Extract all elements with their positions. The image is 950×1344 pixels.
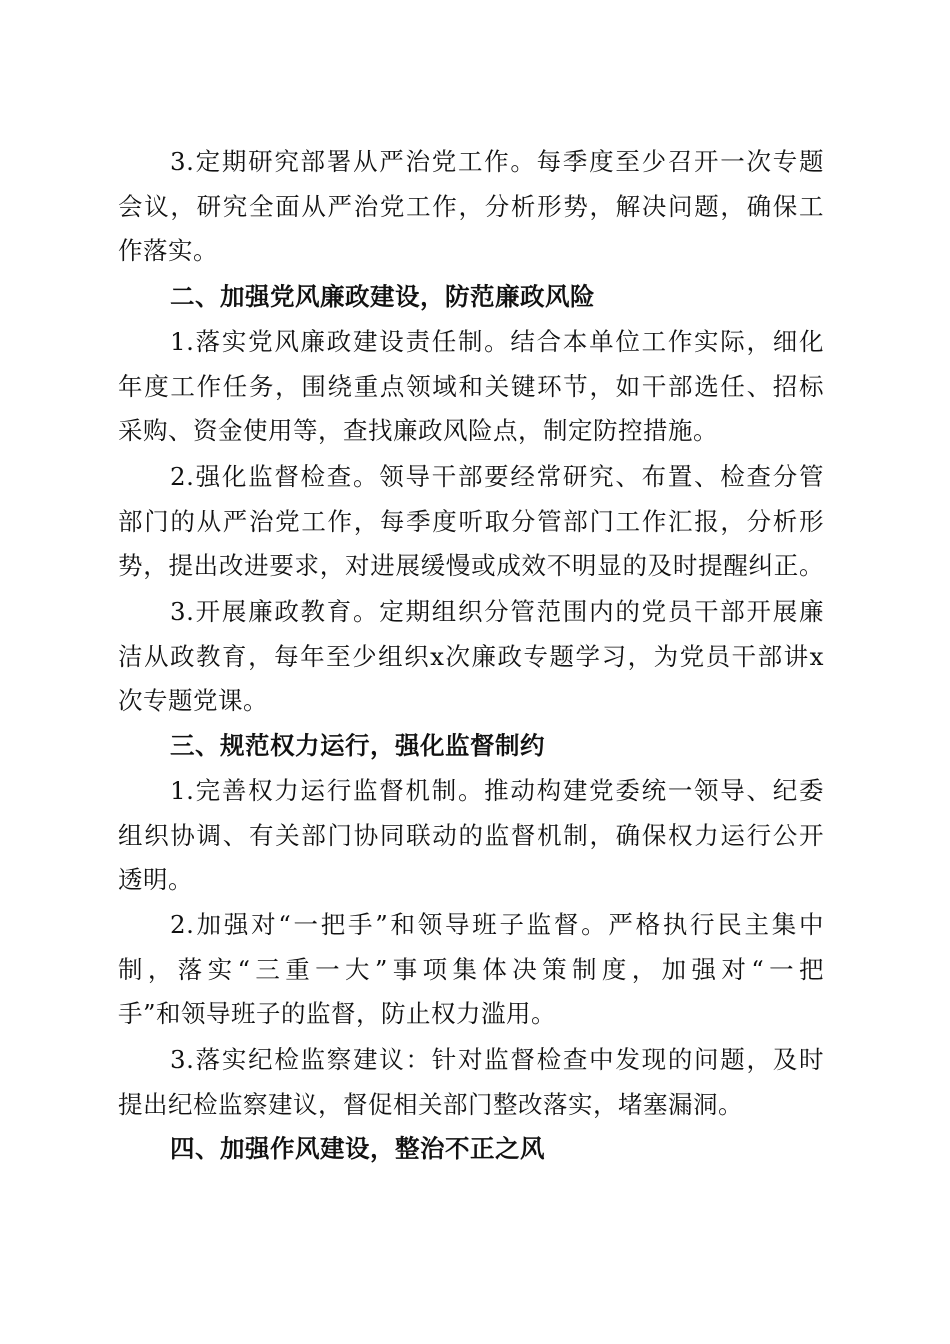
- paragraph-line: 透明。: [118, 865, 193, 895]
- paragraph-line: 次专题党课。: [118, 686, 268, 716]
- paragraph-regular-study: [118, 140, 824, 274]
- paragraph-line: 1.完善权力运行监督机制。推动构建党委统一领导、纪委: [170, 776, 824, 805]
- section-heading-text: 三、规范权力运行，强化监督制约: [170, 731, 545, 760]
- paragraph-line: 部门的从严治党工作，每季度听取分管部门工作汇报，分析形: [118, 506, 824, 536]
- section-heading-4: [118, 1127, 824, 1172]
- paragraph-inspection-suggestions: [118, 1038, 824, 1127]
- paragraph-responsibility-system: [118, 320, 824, 454]
- section-heading-3: [118, 724, 824, 769]
- section-heading-text: 四、加强作风建设，整治不正之风: [170, 1134, 545, 1163]
- paragraph-line: 手”和领导班子的监督，防止权力滥用。: [118, 999, 557, 1029]
- paragraph-line: 2.强化监督检查。领导干部要经常研究、布置、检查分管: [170, 462, 824, 491]
- paragraph-line: 1.落实党风廉政建设责任制。结合本单位工作实际，细化: [170, 327, 824, 356]
- paragraph-line: 会议，研究全面从严治党工作，分析形势，解决问题，确保工: [118, 191, 824, 221]
- paragraph-supervision-inspection: [118, 455, 824, 589]
- paragraph-line: 2.加强对“一把手”和领导班子监督。严格执行民主集中: [170, 910, 824, 939]
- paragraph-line: 3.定期研究部署从严治党工作。每季度至少召开一次专题: [170, 147, 824, 176]
- paragraph-line: 提出纪检监察建议，督促相关部门整改落实，堵塞漏洞。: [118, 1089, 743, 1119]
- section-heading-2: [118, 275, 824, 320]
- paragraph-integrity-education: [118, 590, 824, 724]
- section-heading-text: 二、加强党风廉政建设，防范廉政风险: [170, 282, 595, 311]
- paragraph-line: 3.落实纪检监察建议：针对监督检查中发现的问题，及时: [170, 1045, 824, 1074]
- paragraph-line: 采购、资金使用等，查找廉政风险点，制定防控措施。: [118, 416, 718, 446]
- paragraph-leader-supervision: [118, 903, 824, 1037]
- paragraph-line: 势，提出改进要求，对进展缓慢或成效不明显的及时提醒纠正。: [118, 551, 824, 581]
- paragraph-line: 组织协调、有关部门协同联动的监督机制，确保权力运行公开: [118, 820, 824, 850]
- paragraph-line: 年度工作任务，围绕重点领域和关键环节，如干部选任、招标: [118, 371, 824, 401]
- paragraph-line: 作落实。: [118, 236, 218, 266]
- paragraph-line: 洁从政教育，每年至少组织x次廉政专题学习，为党员干部讲x: [118, 641, 824, 671]
- paragraph-line: 制，落实“三重一大”事项集体决策制度，加强对“一把: [118, 954, 824, 984]
- paragraph-power-mechanism: [118, 769, 824, 903]
- paragraph-line: 3.开展廉政教育。定期组织分管范围内的党员干部开展廉: [170, 597, 824, 626]
